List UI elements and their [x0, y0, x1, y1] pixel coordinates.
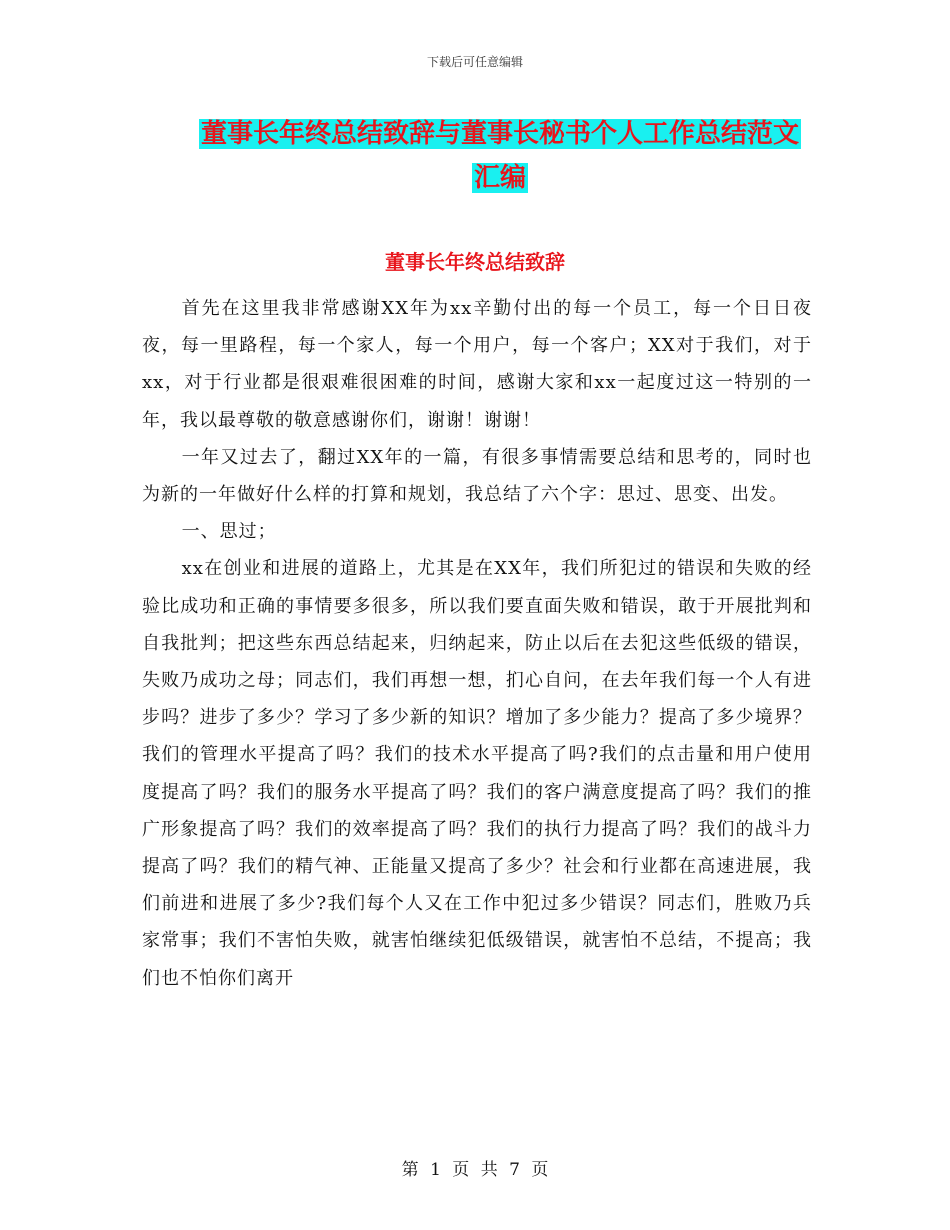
document-title-line2: 汇编	[473, 163, 526, 193]
paragraph: xx在创业和进展的道路上，尤其是在XX年，我们所犯过的错误和失败的经验比成功和正确的事情要多很多，所以我们要直面失败和错误，敢于开展批判和自我批判；把这些东西总结起来，归纳起来，防止以后在去犯这些低级的错误，失败乃成功之母；同志们，我们再想一想，扪心自问，在去年我们每一个人有进步吗？进步了多少？学习了多少新的知识？增加了多少能力？提高了多少境界？我们的管理水平提高了吗？我们的技术水平提高了吗?我们的点击量和用户使用度提高了吗？我们的服务水平提高了吗？我们的客户满意度提高了吗？我们的推广形象提高了吗？我们的效率提高了吗？我们的执行力提高了吗？我们的战斗力提高了吗？我们的精气神、正能量又提高了多少？社会和行业都在高速进展，我们前进和进展了多少?我们每个人又在工作中犯过多少错误？同志们，胜败乃兵家常事；我们不害怕失败，就害怕继续犯低级错误，就害怕不总结，不提高；我们也不怕你们离开	[142, 558, 812, 989]
header-note: 下载后可任意编辑	[426, 55, 523, 69]
document-title-line1: 董事长年终总结致辞与董事长秘书个人工作总结范文	[200, 119, 799, 149]
paragraph: 一、思过；	[181, 521, 277, 543]
page-number-footer: 第 1 页 共 7 页	[401, 1160, 549, 1180]
section-title: 董事长年终总结致辞	[385, 250, 565, 274]
document-title	[150, 112, 850, 200]
body-text	[142, 290, 812, 997]
paragraph: 首先在这里我非常感谢XX年为xx辛勤付出的每一个员工，每一个日日夜夜，每一里路程，每一个家人，每一个用户，每一个客户；XX对于我们，对于xx，对于行业都是很艰难很困难的时间，感谢大家和xx一起度过这一特别的一年，我以最尊敬的敬意感谢你们，谢谢！谢谢！	[142, 298, 812, 431]
paragraph: 一年又过去了，翻过XX年的一篇，有很多事情需要总结和思考的，同时也为新的一年做好什么样的打算和规划，我总结了六个字：思过、思变、出发。	[142, 446, 812, 506]
